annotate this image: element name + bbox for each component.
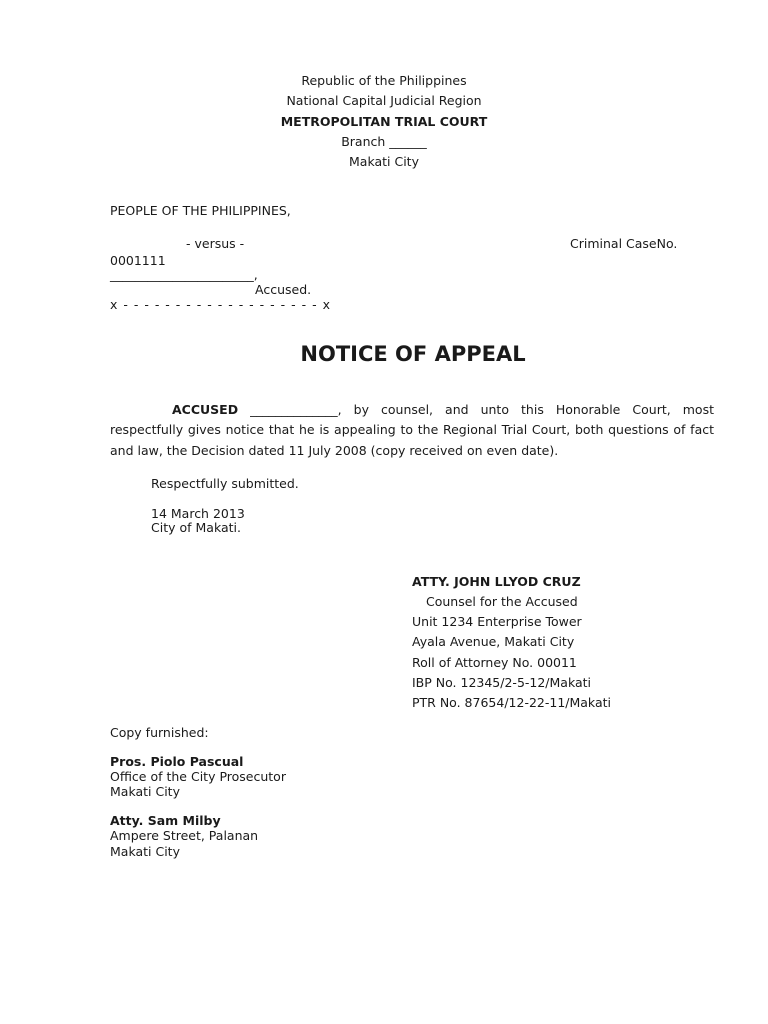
caption-separator: x - - - - - - - - - - - - - - - - - - - x [110, 297, 331, 312]
signature-roll: Roll of Attorney No. 00011 [412, 655, 577, 670]
caption-accused-label: Accused. [255, 282, 312, 297]
caption-case-label: Criminal CaseNo. [570, 236, 678, 251]
caption-case-number: 0001111 [110, 253, 166, 268]
signature-ibp: IBP No. 12345/2-5-12/Makati [412, 675, 592, 690]
body-accused-word: ACCUSED [172, 402, 239, 417]
recipient-line: Makati City [110, 844, 180, 859]
caption-plaintiff: PEOPLE OF THE PHILIPPINES, [110, 203, 291, 218]
recipient-line: Ampere Street, Palanan [110, 828, 259, 843]
header-branch: Branch ______ [341, 134, 427, 149]
closing-place: City of Makati. [151, 520, 241, 535]
signature-address-1: Unit 1234 Enterprise Tower [412, 614, 582, 629]
recipient-line: Office of the City Prosecutor [110, 769, 286, 784]
recipient-name: Pros. Piolo Pascual [110, 754, 244, 769]
closing-submitted: Respectfully submitted. [151, 476, 299, 491]
recipient-name: Atty. Sam Milby [110, 813, 221, 828]
caption-accused-blank: _______________________, [110, 267, 258, 282]
closing-date: 14 March 2013 [151, 506, 245, 521]
body-paragraph [110, 400, 714, 461]
body-text: ______________, by counsel, and unto this Honorable Court, most respectfully gives notice that he is appealing to the Regional Trial Court, both questions of fact and law, the Decision dated 11 July 2008 (copy received on even date). [110, 402, 714, 458]
header-republic: Republic of the Philippines [301, 73, 467, 88]
header-region: National Capital Judicial Region [286, 93, 482, 108]
document-title: NOTICE OF APPEAL [300, 342, 526, 366]
recipient-line: Makati City [110, 784, 180, 799]
signature-role: Counsel for the Accused [426, 594, 578, 609]
caption-versus: - versus - [186, 236, 245, 251]
copy-furnished-label: Copy furnished: [110, 725, 209, 740]
header-city: Makati City [349, 154, 419, 169]
signature-address-2: Ayala Avenue, Makati City [412, 634, 575, 649]
signature-ptr: PTR No. 87654/12-22-11/Makati [412, 695, 611, 710]
header-court: METROPOLITAN TRIAL COURT [280, 114, 488, 129]
signature-name: ATTY. JOHN LLYOD CRUZ [412, 574, 581, 589]
